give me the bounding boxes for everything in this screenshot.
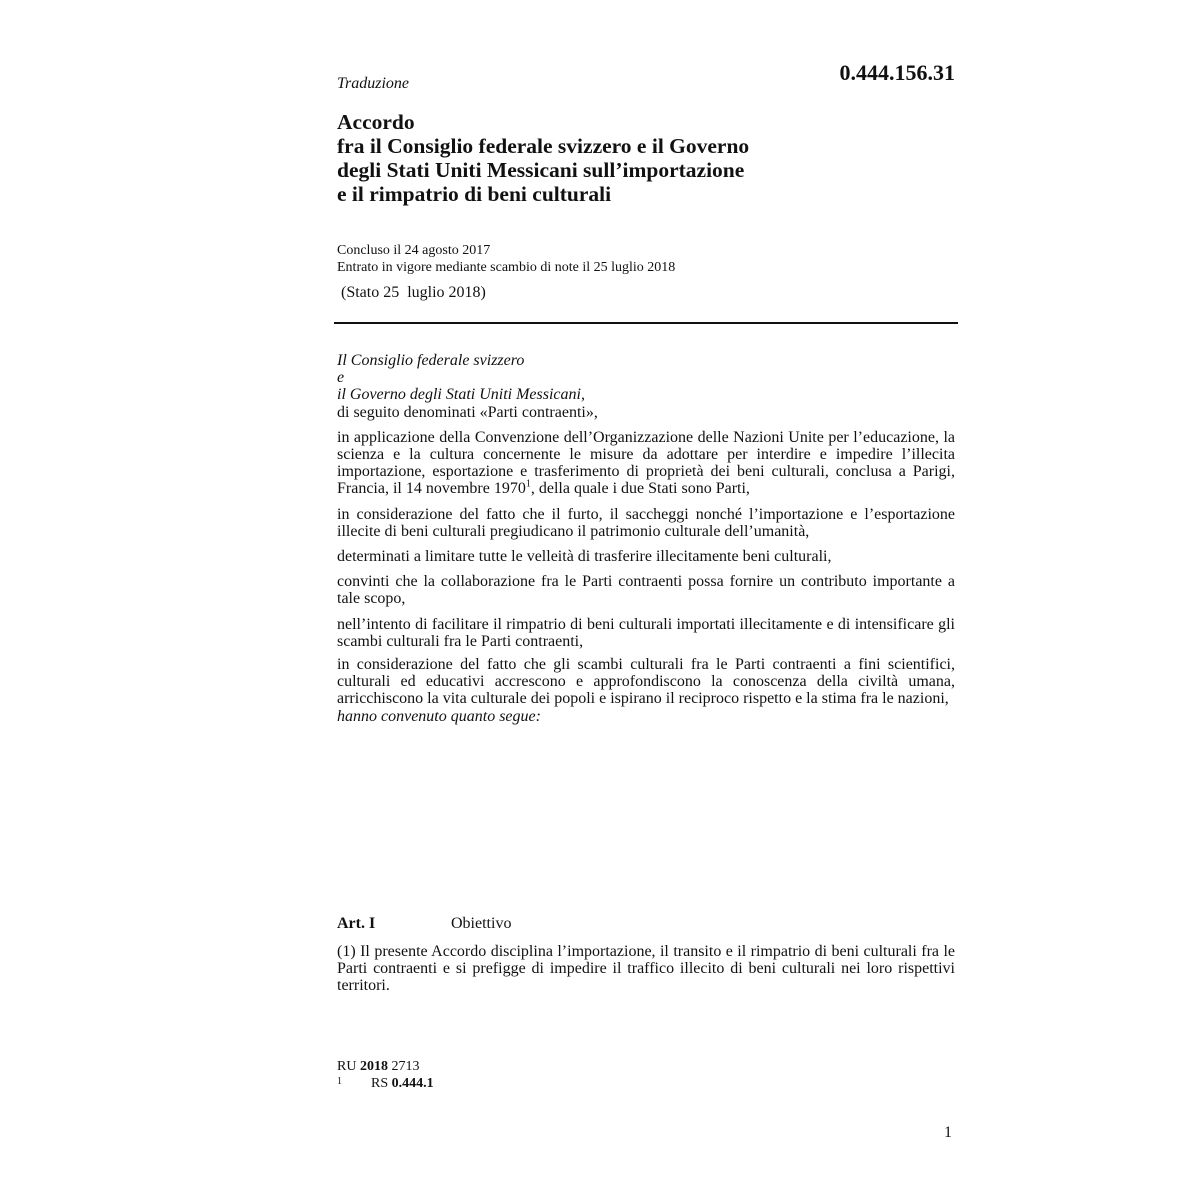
- article-1-title: Obiettivo: [451, 915, 512, 932]
- footnote-1-mark: 1: [337, 1076, 342, 1087]
- page-number: 1: [944, 1124, 952, 1141]
- sr-number: 0.444.156.31: [839, 60, 955, 85]
- title-line-3: degli Stati Uniti Messicani sull’importazione: [337, 158, 745, 182]
- preamble-conjunction: e: [337, 369, 345, 387]
- preamble-designation: di seguito denominati «Parti contraenti»,: [337, 403, 598, 421]
- footnote-reference-1[interactable]: 1: [525, 479, 531, 491]
- ru-prefix: RU: [337, 1059, 357, 1074]
- preamble-closing: hanno convenuto quanto segue:: [337, 707, 541, 725]
- entry-into-force: Entrato in vigore mediante scambio di note il 25 luglio 2018: [337, 260, 676, 275]
- article-1-number: Art. I: [337, 915, 376, 932]
- preamble-party-2: il Governo degli Stati Uniti Messicani,: [337, 386, 585, 404]
- document-meta: [337, 242, 675, 276]
- footnote-1-prefix: RS: [371, 1076, 389, 1091]
- footnote-1-link[interactable]: 0.444.1: [391, 1076, 434, 1091]
- status-date: (Stato 25 luglio 2018): [341, 284, 486, 301]
- preamble: [337, 352, 955, 725]
- ru-reference: [337, 1058, 434, 1075]
- article-1-heading: [337, 915, 511, 933]
- document-title: [337, 110, 897, 206]
- concluded-date: Concluso il 24 agosto 2017: [337, 243, 491, 258]
- preamble-paragraph-4: convinti che la collaborazione fra le Parti contraenti possa fornire un contributo importante a tale scopo,: [337, 573, 955, 608]
- preamble-paragraph-1-text: in applicazione della Convenzione dell’Organizzazione delle Nazioni Unite per l’educazione, la scienza e la cultura concernente le misure da adottare per interdire e impedire l’illecita importazione, esportazione e trasferimento di proprietà dei beni culturali, conclusa a Parigi, Francia, il 14 novembre 1970: [337, 428, 955, 498]
- preamble-paragraph-1: [337, 429, 955, 498]
- footnotes: [337, 1058, 434, 1092]
- preamble-party-1: Il Consiglio federale svizzero: [337, 352, 525, 369]
- ru-year: 2018: [359, 1059, 388, 1074]
- preamble-paragraph-6: in considerazione del fatto che gli scambi culturali fra le Parti contraenti a fini scientifici, culturali ed educativi accrescono e approfondiscono la conoscenza della civiltà umana, arricchiscono la vita culturale dei popoli e ispirano il reciproco rispetto e la stima fra le nazioni,: [337, 656, 955, 708]
- translation-label: Traduzione: [337, 75, 410, 92]
- title-line-1: Accordo: [337, 110, 415, 134]
- preamble-paragraph-2: in considerazione del fatto che il furto, il saccheggi nonché l’importazione e l’esportazione illecite di beni culturali pregiudicano il patrimonio culturale dell’umanità,: [337, 505, 955, 540]
- preamble-paragraph-3: determinati a limitare tutte le velleità di trasferire illecitamente beni culturali,: [337, 548, 832, 566]
- article-1-paragraph-1: (1) Il presente Accordo disciplina l’importazione, il transito e il rimpatrio di beni culturali fra le Parti contraenti e si prefigge di impedire il traffico illecito di beni culturali nei loro rispettivi territori.: [337, 943, 955, 995]
- title-line-4: e il rimpatrio di beni culturali: [337, 182, 612, 206]
- preamble-paragraph-1-tail: , della quale i due Stati sono Parti,: [530, 480, 750, 498]
- preamble-paragraph-5: nell’intento di facilitare il rimpatrio di beni culturali importati illecitamente e di intensificare gli scambi culturali fra le Parti contraenti,: [337, 615, 955, 650]
- title-line-2: fra il Consiglio federale svizzero e il Governo: [337, 134, 750, 158]
- footnote-1: [337, 1075, 434, 1092]
- ru-page: 2713: [391, 1059, 420, 1074]
- header-divider: [334, 322, 958, 324]
